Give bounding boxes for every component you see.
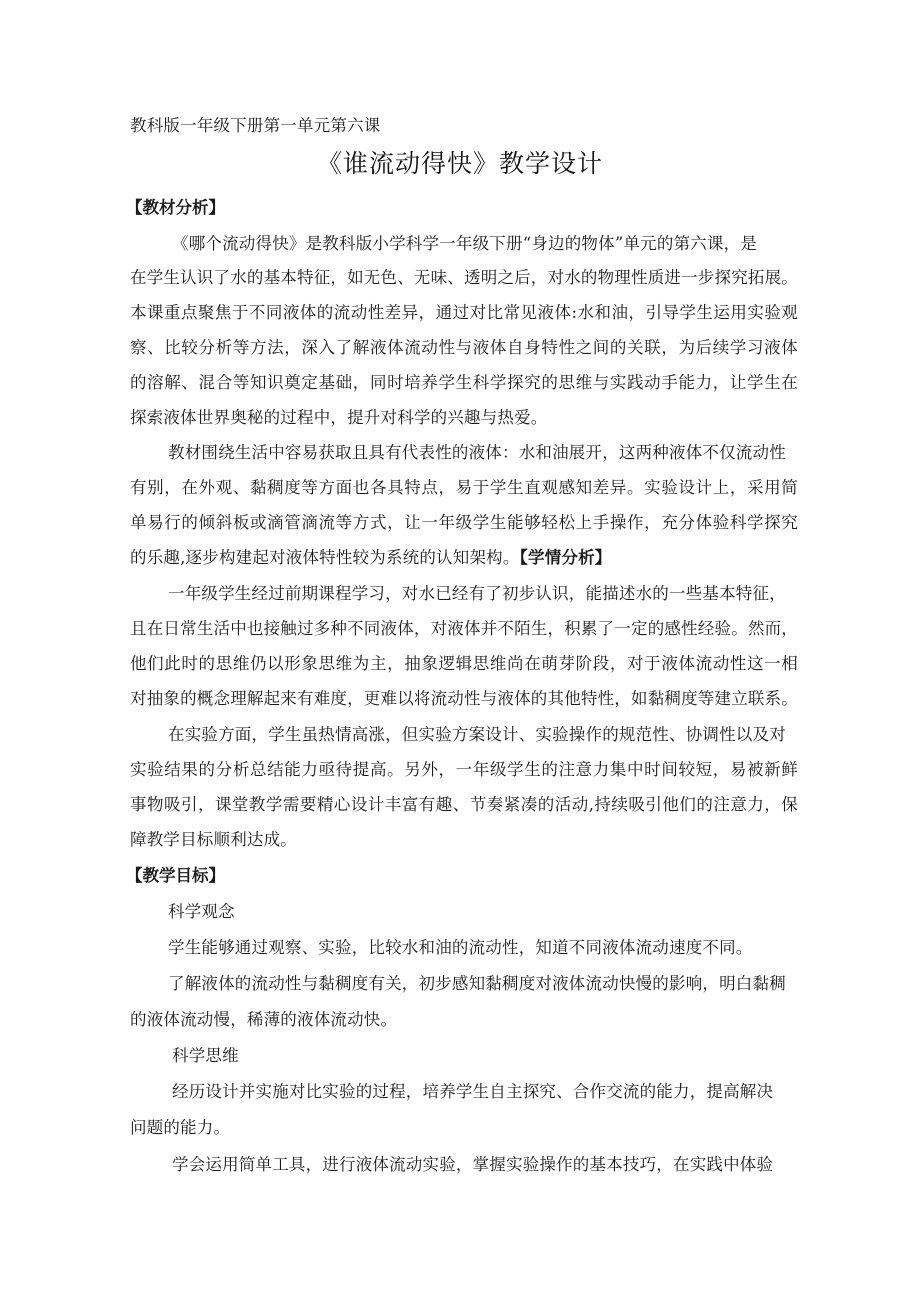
paragraph-line: 有别，在外观、黏稠度等方面也各具特点，易于学生直观感知差异。实验设计上，采用简 bbox=[130, 478, 798, 497]
paragraph-line: 在实验方面，学生虽热情高涨，但实验方案设计、实验操作的规范性、协调性以及对 bbox=[168, 725, 786, 744]
paragraph-line: 他们此时的思维仍以形象思维为主，抽象逻辑思维尚在萌芽阶段，对于液体流动性这一相 bbox=[130, 654, 798, 673]
paragraph-line: 一年级学生经过前期课程学习，对水已经有了初步认识，能描述水的一些基本特征， bbox=[168, 584, 786, 603]
page-title: 《谁流动得快》教学设计 bbox=[316, 149, 603, 178]
subsection-label-science-thinking: 科学思维 bbox=[172, 1046, 239, 1065]
paragraph-line: 本课重点聚焦于不同液体的流动性差异，通过对比常见液体:水和油，引导学生运用实验观 bbox=[130, 303, 798, 322]
paragraph-line: 探索液体世界奥秘的过程中，提升对科学的兴趣与热爱。 bbox=[130, 408, 548, 427]
paragraph-line: 单易行的倾斜板或滴管滴流等方式，让一年级学生能够轻松上手操作，充分体验科学探究 bbox=[130, 513, 798, 532]
paragraph-line: 对抽象的概念理解起来有难度，更难以将流动性与液体的其他特性，如黏稠度等建立联系。 bbox=[130, 689, 798, 708]
paragraph-line bbox=[130, 548, 612, 568]
paragraph-line: 障教学目标顺利达成。 bbox=[130, 830, 297, 849]
lesson-subtitle: 教科版一年级下册第一单元第六课 bbox=[130, 116, 381, 135]
section-heading-textbook-analysis: 【教材分析】 bbox=[126, 198, 225, 217]
subsection-label-science-concept: 科学观念 bbox=[168, 902, 235, 921]
paragraph-line-text: 的乐趣,逐步构建起对液体特性较为系统的认知架构。 bbox=[130, 548, 520, 567]
paragraph-line: 实验结果的分析总结能力亟待提高。另外，一年级学生的注意力集中时间较短，易被新鲜 bbox=[130, 760, 798, 779]
paragraph-line: 的液体流动慢，稀薄的液体流动快。 bbox=[130, 1010, 398, 1029]
section-heading-learner-analysis: 【学情分析】 bbox=[519, 548, 612, 567]
paragraph-line: 《哪个流动得快》是教科版小学科学一年级下册“身边的物体”单元的第六课，是 bbox=[172, 234, 758, 253]
paragraph-line: 察、比较分析等方法，深入了解液体流动性与液体自身特性之间的关联，为后续学习液体 bbox=[130, 338, 798, 357]
paragraph-line: 了解液体的流动性与黏稠度有关，初步感知黏稠度对液体流动快慢的影响，明白黏稠 bbox=[168, 974, 786, 993]
section-heading-teaching-goals: 【教学目标】 bbox=[126, 866, 225, 885]
paragraph-line: 在学生认识了水的基本特征，如无色、无味、透明之后，对水的物理性质进一步探究拓展。 bbox=[130, 268, 798, 287]
paragraph-line: 的溶解、混合等知识奠定基础，同时培养学生科学探究的思维与实践动手能力，让学生在 bbox=[130, 373, 798, 392]
paragraph-line: 且在日常生活中也接触过多种不同液体，对液体并不陌生，积累了一定的感性经验。然而， bbox=[130, 619, 798, 638]
paragraph-line: 问题的能力。 bbox=[130, 1118, 231, 1137]
paragraph-line: 学生能够通过观察、实验，比较水和油的流动性，知道不同液体流动速度不同。 bbox=[168, 938, 753, 957]
paragraph-line: 经历设计并实施对比实验的过程，培养学生自主探究、合作交流的能力，提高解决 bbox=[172, 1082, 774, 1101]
paragraph-line: 教材围绕生活中容易获取且具有代表性的液体：水和油展开，这两种液体不仅流动性 bbox=[168, 443, 786, 462]
paragraph-line: 学会运用简单工具，进行液体流动实验，掌握实验操作的基本技巧，在实践中体验 bbox=[172, 1155, 774, 1174]
paragraph-line: 事物吸引，课堂教学需要精心设计丰富有趣、节奏紧凑的活动,持续吸引他们的注意力，保 bbox=[130, 795, 798, 814]
